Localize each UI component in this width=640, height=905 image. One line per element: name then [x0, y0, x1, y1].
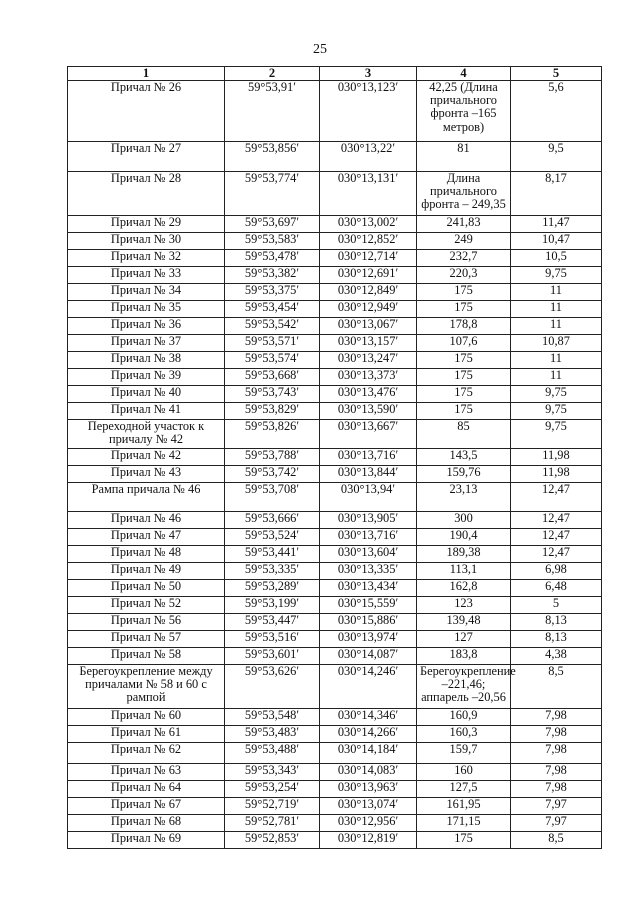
table-cell: Причал № 48: [68, 546, 225, 563]
table-cell: 161,95: [417, 798, 511, 815]
table-cell: 59°53,856′: [225, 142, 320, 172]
table-cell: 220,3: [417, 267, 511, 284]
table-cell: 175: [417, 301, 511, 318]
table-cell: 162,8: [417, 580, 511, 597]
table-cell: 030°13,434′: [320, 580, 417, 597]
table-cell: 030°13,123′: [320, 81, 417, 142]
table-cell: 59°53,441′: [225, 546, 320, 563]
table-cell: Рампа причала № 46: [68, 483, 225, 512]
table-cell: 42,25 (Длина причального фронта –165 метров): [417, 81, 511, 142]
column-header: 4: [417, 67, 511, 81]
table-cell: 59°53,774′: [225, 172, 320, 216]
table-cell: 030°13,157′: [320, 335, 417, 352]
table-cell: 183,8: [417, 648, 511, 665]
table-cell: 249: [417, 233, 511, 250]
table-cell: 8,5: [511, 832, 602, 849]
table-cell: 7,97: [511, 798, 602, 815]
table-cell: 030°15,559′: [320, 597, 417, 614]
table-row: [68, 832, 602, 849]
table-cell: 9,75: [511, 386, 602, 403]
table-cell: 59°53,826′: [225, 420, 320, 449]
table-cell: 175: [417, 369, 511, 386]
table-row: [68, 726, 602, 743]
table-row: [68, 781, 602, 798]
table-row: [68, 172, 602, 216]
table-cell: Причал № 41: [68, 403, 225, 420]
table-cell: Причал № 37: [68, 335, 225, 352]
table-cell: 6,48: [511, 580, 602, 597]
table-cell: Причал № 68: [68, 815, 225, 832]
table-cell: Берегоукрепление –221,46; аппарель –20,56: [417, 665, 511, 709]
table-cell: 59°53,601′: [225, 648, 320, 665]
table-cell: 030°13,590′: [320, 403, 417, 420]
table-row: [68, 301, 602, 318]
table-row: [68, 512, 602, 529]
table-row: [68, 665, 602, 709]
table-cell: 030°13,074′: [320, 798, 417, 815]
table-cell: Причал № 52: [68, 597, 225, 614]
table-cell: 9,75: [511, 403, 602, 420]
table-cell: 10,47: [511, 233, 602, 250]
table-cell: Причал № 30: [68, 233, 225, 250]
table-cell: Причал № 28: [68, 172, 225, 216]
table-cell: 12,47: [511, 512, 602, 529]
table-cell: Причал № 67: [68, 798, 225, 815]
table-cell: Причал № 64: [68, 781, 225, 798]
table-cell: 59°53,483′: [225, 726, 320, 743]
table-cell: 59°52,853′: [225, 832, 320, 849]
table-row: [68, 318, 602, 335]
table-cell: Причал № 62: [68, 743, 225, 764]
table-cell: Переходной участок к причалу № 42: [68, 420, 225, 449]
table-cell: Причал № 58: [68, 648, 225, 665]
table-cell: 113,1: [417, 563, 511, 580]
table-cell: 030°13,667′: [320, 420, 417, 449]
table-cell: Причал № 29: [68, 216, 225, 233]
table-cell: 59°53,829′: [225, 403, 320, 420]
table-cell: 030°13,963′: [320, 781, 417, 798]
table-row: [68, 466, 602, 483]
table-row: [68, 267, 602, 284]
table-cell: 59°53,697′: [225, 216, 320, 233]
table-cell: 8,17: [511, 172, 602, 216]
table-cell: 59°53,708′: [225, 483, 320, 512]
table-cell: 81: [417, 142, 511, 172]
table-row: [68, 764, 602, 781]
table-cell: 127: [417, 631, 511, 648]
table-row: [68, 284, 602, 301]
table-row: [68, 216, 602, 233]
table-cell: 59°53,542′: [225, 318, 320, 335]
table-cell: Причал № 32: [68, 250, 225, 267]
table-cell: 189,38: [417, 546, 511, 563]
table-cell: 030°13,94′: [320, 483, 417, 512]
table-body: [68, 81, 602, 849]
table-cell: 175: [417, 403, 511, 420]
column-header: 2: [225, 67, 320, 81]
column-header: 3: [320, 67, 417, 81]
table-cell: 030°13,131′: [320, 172, 417, 216]
table-cell: 030°14,087′: [320, 648, 417, 665]
table-cell: 11: [511, 301, 602, 318]
table-cell: 030°15,886′: [320, 614, 417, 631]
table-cell: Причал № 35: [68, 301, 225, 318]
table-cell: 59°53,289′: [225, 580, 320, 597]
table-cell: Причал № 36: [68, 318, 225, 335]
table-cell: Причал № 40: [68, 386, 225, 403]
table-cell: 59°53,666′: [225, 512, 320, 529]
table-cell: 59°53,742′: [225, 466, 320, 483]
table-cell: Причал № 39: [68, 369, 225, 386]
table-cell: 59°53,571′: [225, 335, 320, 352]
table-cell: 59°53,91′: [225, 81, 320, 142]
table-cell: Причал № 42: [68, 449, 225, 466]
page-number: 25: [313, 42, 327, 57]
table-cell: 8,13: [511, 614, 602, 631]
table-cell: 7,97: [511, 815, 602, 832]
table-cell: Причал № 34: [68, 284, 225, 301]
table-cell: 030°13,905′: [320, 512, 417, 529]
table-cell: 8,13: [511, 631, 602, 648]
column-header: 5: [511, 67, 602, 81]
table-cell: 59°52,781′: [225, 815, 320, 832]
table-cell: 030°12,714′: [320, 250, 417, 267]
table-row: [68, 580, 602, 597]
table-cell: 59°53,454′: [225, 301, 320, 318]
table-cell: 11: [511, 284, 602, 301]
table-cell: 241,83: [417, 216, 511, 233]
table-cell: 59°53,668′: [225, 369, 320, 386]
table-cell: 59°53,583′: [225, 233, 320, 250]
table-cell: Причал № 56: [68, 614, 225, 631]
table-cell: 59°53,478′: [225, 250, 320, 267]
table-cell: 030°13,974′: [320, 631, 417, 648]
table-cell: 107,6: [417, 335, 511, 352]
table-cell: Причал № 43: [68, 466, 225, 483]
table-row: [68, 250, 602, 267]
table-cell: 7,98: [511, 743, 602, 764]
table-cell: 59°53,199′: [225, 597, 320, 614]
table-cell: 59°53,743′: [225, 386, 320, 403]
table-cell: 7,98: [511, 781, 602, 798]
table-cell: 8,5: [511, 665, 602, 709]
table-cell: 4,38: [511, 648, 602, 665]
table-cell: 030°12,819′: [320, 832, 417, 849]
table-row: [68, 369, 602, 386]
table-cell: 160,9: [417, 709, 511, 726]
table-cell: 171,15: [417, 815, 511, 832]
column-header: 1: [68, 67, 225, 81]
table-row: [68, 798, 602, 815]
table-cell: 59°53,516′: [225, 631, 320, 648]
table-cell: 59°53,626′: [225, 665, 320, 709]
table-cell: 030°13,476′: [320, 386, 417, 403]
table-cell: Причал № 46: [68, 512, 225, 529]
table-row: [68, 529, 602, 546]
table-cell: 59°53,382′: [225, 267, 320, 284]
table-cell: 10,5: [511, 250, 602, 267]
table-cell: 030°13,716′: [320, 449, 417, 466]
table-cell: 030°13,373′: [320, 369, 417, 386]
table-cell: 030°13,247′: [320, 352, 417, 369]
table-cell: 160: [417, 764, 511, 781]
table-cell: 030°14,346′: [320, 709, 417, 726]
table-cell: 030°14,083′: [320, 764, 417, 781]
table-cell: Длина причального фронта – 249,35: [417, 172, 511, 216]
table-cell: 030°13,335′: [320, 563, 417, 580]
table-cell: 12,47: [511, 483, 602, 512]
table-cell: 7,98: [511, 726, 602, 743]
table-cell: 030°13,844′: [320, 466, 417, 483]
table-cell: 11: [511, 318, 602, 335]
table-cell: 59°52,719′: [225, 798, 320, 815]
table-cell: 030°13,22′: [320, 142, 417, 172]
table-cell: 030°12,849′: [320, 284, 417, 301]
table-cell: 7,98: [511, 764, 602, 781]
table-cell: 175: [417, 832, 511, 849]
table-cell: Берегоукрепление между причалами № 58 и 60 с рампой: [68, 665, 225, 709]
table-cell: 59°53,343′: [225, 764, 320, 781]
table-cell: 9,75: [511, 267, 602, 284]
table-cell: Причал № 61: [68, 726, 225, 743]
table-cell: 12,47: [511, 546, 602, 563]
table-cell: Причал № 38: [68, 352, 225, 369]
table-cell: 190,4: [417, 529, 511, 546]
table-row: [68, 386, 602, 403]
table-row: [68, 352, 602, 369]
table-cell: 85: [417, 420, 511, 449]
table-header-row: [68, 67, 602, 81]
table-cell: 300: [417, 512, 511, 529]
table-row: [68, 743, 602, 764]
table-cell: 59°53,488′: [225, 743, 320, 764]
table-cell: 59°53,375′: [225, 284, 320, 301]
table-row: [68, 815, 602, 832]
table-cell: 175: [417, 352, 511, 369]
table-row: [68, 546, 602, 563]
table-cell: 10,87: [511, 335, 602, 352]
table-row: [68, 142, 602, 172]
table-cell: 123: [417, 597, 511, 614]
table-cell: 143,5: [417, 449, 511, 466]
table-cell: 139,48: [417, 614, 511, 631]
table-row: [68, 709, 602, 726]
table-cell: 9,5: [511, 142, 602, 172]
table-cell: 59°53,788′: [225, 449, 320, 466]
table-cell: 160,3: [417, 726, 511, 743]
table-cell: 7,98: [511, 709, 602, 726]
table-cell: 175: [417, 284, 511, 301]
table-row: [68, 81, 602, 142]
table-row: [68, 597, 602, 614]
table-cell: 59°53,574′: [225, 352, 320, 369]
table-cell: 030°13,002′: [320, 216, 417, 233]
table-cell: Причал № 60: [68, 709, 225, 726]
table-cell: Причал № 69: [68, 832, 225, 849]
table-row: [68, 483, 602, 512]
table-row: [68, 233, 602, 250]
table-cell: 159,76: [417, 466, 511, 483]
table-cell: 59°53,524′: [225, 529, 320, 546]
table-cell: 127,5: [417, 781, 511, 798]
table-cell: 030°12,852′: [320, 233, 417, 250]
table-cell: 159,7: [417, 743, 511, 764]
table-cell: Причал № 27: [68, 142, 225, 172]
table-cell: 5: [511, 597, 602, 614]
table-cell: 9,75: [511, 420, 602, 449]
table-cell: 11,98: [511, 466, 602, 483]
table-cell: 6,98: [511, 563, 602, 580]
table-cell: Причал № 47: [68, 529, 225, 546]
table-cell: 030°14,184′: [320, 743, 417, 764]
table-cell: 59°53,254′: [225, 781, 320, 798]
table-cell: Причал № 50: [68, 580, 225, 597]
table-cell: 5,6: [511, 81, 602, 142]
table-cell: 175: [417, 386, 511, 403]
table-cell: 12,47: [511, 529, 602, 546]
table-cell: 59°53,548′: [225, 709, 320, 726]
table-cell: 178,8: [417, 318, 511, 335]
table-row: [68, 420, 602, 449]
table-cell: 23,13: [417, 483, 511, 512]
berth-coordinates-table: [67, 66, 602, 849]
table-cell: 030°13,604′: [320, 546, 417, 563]
table-cell: Причал № 57: [68, 631, 225, 648]
table-cell: 030°12,691′: [320, 267, 417, 284]
table-cell: 11: [511, 369, 602, 386]
table-row: [68, 648, 602, 665]
table-cell: 030°14,266′: [320, 726, 417, 743]
table-cell: 030°14,246′: [320, 665, 417, 709]
table-row: [68, 449, 602, 466]
table-row: [68, 614, 602, 631]
table-cell: 030°13,716′: [320, 529, 417, 546]
table-cell: Причал № 63: [68, 764, 225, 781]
table-row: [68, 631, 602, 648]
table-cell: 030°12,956′: [320, 815, 417, 832]
table-cell: 11: [511, 352, 602, 369]
table-cell: 11,98: [511, 449, 602, 466]
table-cell: 232,7: [417, 250, 511, 267]
table-cell: Причал № 33: [68, 267, 225, 284]
table-row: [68, 403, 602, 420]
table-cell: Причал № 26: [68, 81, 225, 142]
table-cell: 59°53,335′: [225, 563, 320, 580]
table-cell: 59°53,447′: [225, 614, 320, 631]
table-cell: Причал № 49: [68, 563, 225, 580]
table-cell: 030°13,067′: [320, 318, 417, 335]
table-cell: 030°12,949′: [320, 301, 417, 318]
table-row: [68, 335, 602, 352]
table-cell: 11,47: [511, 216, 602, 233]
table-row: [68, 563, 602, 580]
